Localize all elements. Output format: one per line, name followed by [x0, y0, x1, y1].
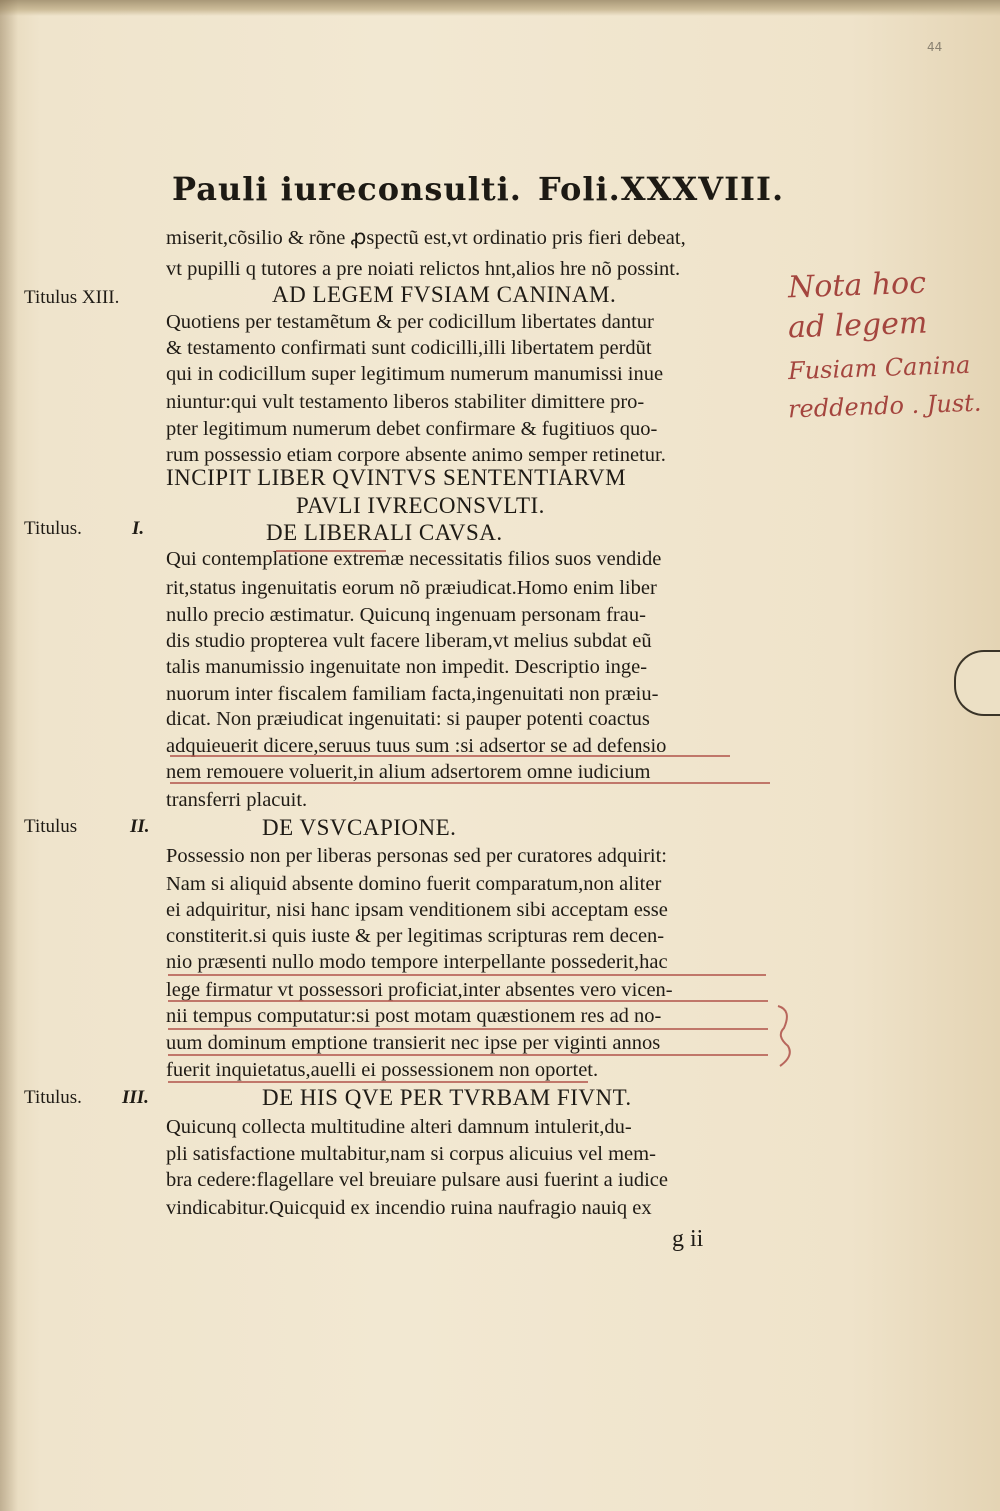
margin-titulus-2-number: II. [130, 816, 150, 837]
margin-titulus-13: Titulus XIII. [24, 287, 120, 308]
red-underline [168, 1054, 768, 1056]
text-line: Qui contemplatione extremæ necessitatis filios suos vendide [166, 548, 662, 570]
signature-mark: g ii [672, 1226, 704, 1252]
text-line: nem remouere voluerit,in alium adsertorem omne iudicium [166, 761, 651, 783]
text-line: uum dominum emptione transierit nec ipse per viginti annos [166, 1032, 661, 1054]
text-line: transferri placuit. [166, 789, 308, 811]
heading-de-vsucapione: DE VSVCAPIONE. [262, 815, 457, 840]
folio-number: 44 [927, 40, 943, 54]
red-underline [168, 1081, 588, 1083]
margin-titulus-3-label: Titulus. [24, 1087, 82, 1108]
page-tab-marker [954, 650, 1000, 716]
text-line: dicat. Non præiudicat ingenuitati: si pauper potenti coactus [166, 708, 650, 730]
heading-pauli-iureconsulti: PAVLI IVRECONSVLTI. [296, 493, 545, 518]
red-underline [276, 550, 386, 552]
text-line: pli satisfactione multabitur,nam si corpus alicuius vel mem- [166, 1143, 656, 1165]
page-top-edge [0, 0, 1000, 16]
marginal-note-line: Nota hoc [787, 265, 927, 306]
text-line: pter legitimum numerum debet confirmare & fugitiuos quo- [166, 418, 658, 440]
heading-de-liberali-causa: DE LIBERALI CAVSA. [266, 520, 503, 545]
running-head-folio: Foli.XXXVIII. [538, 170, 785, 208]
heading-de-his-que-per-turbam: DE HIS QVE PER TVRBAM FIVNT. [262, 1085, 632, 1110]
margin-titulus-2-label: Titulus [24, 816, 78, 837]
text-line: adquieuerit dicere,seruus tuus sum :si adsertor se ad defensio [166, 735, 667, 757]
heading-ad-legem-fusiam: AD LEGEM FVSIAM CANINAM. [272, 282, 617, 307]
text-line: lege firmatur vt possessori proficiat,inter absentes vero vicen- [166, 979, 673, 1001]
marginal-note-line: Fusiam Canina [787, 350, 971, 386]
margin-titulus-1-label: Titulus. [24, 518, 82, 539]
red-underline [170, 755, 730, 757]
text-line: Nam si aliquid absente domino fuerit comparatum,non aliter [166, 873, 662, 895]
text-line: Possessio non per liberas personas sed per curatores adquirit: [166, 845, 667, 867]
text-line: & testamento confirmati sunt codicilli,illi libertatem perdũt [166, 337, 652, 359]
text-line: talis manumissio ingenuitate non impedit. Descriptio inge- [166, 656, 648, 678]
text-line: nio præsenti nullo modo tempore interpellante possederit,hac [166, 951, 668, 973]
margin-titulus-3-number: III. [122, 1087, 149, 1108]
red-underline [170, 782, 770, 784]
text-line: vt pupilli q tutores a pre noiati relictos hnt,alios hre nõ possint. [166, 258, 681, 280]
text-line: Quotiens per testamẽtum & per codicillum libertates dantur [166, 311, 654, 333]
text-line: qui in codicillum super legitimum numerum manumissi inue [166, 363, 664, 385]
text-line: niuntur:qui vult testamento liberos stabiliter dimittere pro- [166, 391, 645, 413]
heading-incipit-liber: INCIPIT LIBER QVINTVS SENTENTIARVM [166, 465, 627, 490]
text-line: vindicabitur.Quicquid ex incendio ruina naufragio nauiq ex [166, 1197, 652, 1219]
red-bracket-mark [770, 1000, 800, 1070]
text-line: rit,status ingenuitatis eorum nõ præiudicat.Homo enim liber [166, 577, 657, 599]
text-line: nuorum inter fiscalem familiam facta,ingenuitati non præiu- [166, 683, 659, 705]
text-line: ei adquiritur, nisi hanc ipsam venditionem sibi acceptam esse [166, 899, 668, 921]
marginal-note-line: ad legem [787, 305, 928, 346]
text-line: Quicunq collecta multitudine alteri damnum intulerit,du- [166, 1116, 632, 1138]
text-line: bra cedere:flagellare vel breuiare pulsare ausi fuerint a iudice [166, 1169, 668, 1191]
text-line: rum possessio etiam corpore absente animo semper retinetur. [166, 444, 666, 466]
running-head-title: Pauli iureconsulti. [172, 170, 522, 208]
marginal-note-line: reddendo . Just. [787, 388, 982, 424]
margin-titulus-1-number: I. [132, 518, 145, 539]
text-line: nullo precio æstimatur. Quicunq ingenuam personam frau- [166, 604, 646, 626]
page-gutter-shadow [0, 0, 18, 1511]
text-line: constiterit.si quis iuste & per legitimas scripturas rem decen- [166, 925, 665, 947]
red-underline [168, 1000, 768, 1002]
red-underline [168, 974, 766, 976]
red-underline [168, 1028, 768, 1030]
text-line: miserit,cõsilio & rõne ꝓspectũ est,vt ordinatio pris fieri debeat, [166, 227, 686, 249]
text-line: nii tempus computatur:si post motam quæstionem res ad no- [166, 1005, 662, 1027]
text-line: dis studio propterea vult facere liberam,vt melius subdat eũ [166, 630, 652, 652]
text-line: fuerit inquietatus,auelli ei possessionem non oportet. [166, 1059, 599, 1081]
